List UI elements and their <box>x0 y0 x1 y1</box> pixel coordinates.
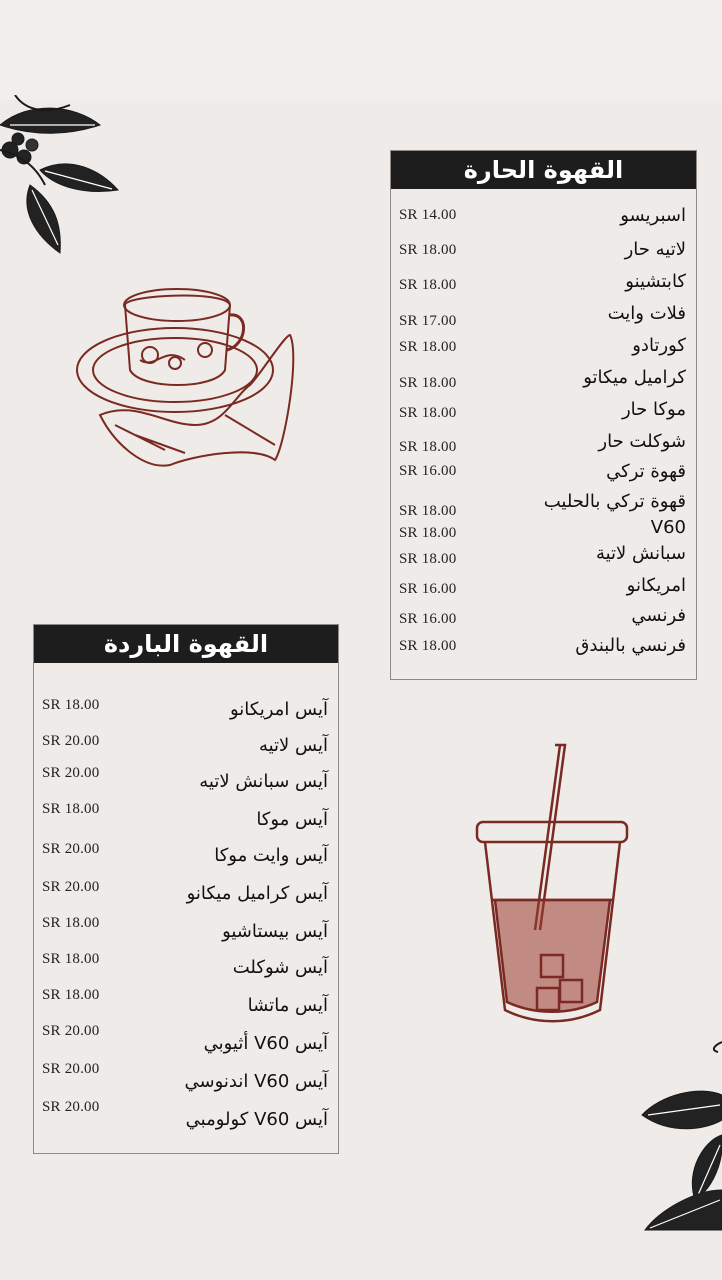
menu-item <box>34 951 338 987</box>
menu-item-price: SR 17.00 <box>399 313 457 329</box>
menu-item-price: SR 18.00 <box>399 242 457 258</box>
menu-item <box>391 239 696 269</box>
menu-item <box>391 303 696 333</box>
menu-item-name: كابتشينو <box>625 271 686 292</box>
menu-item-price: SR 20.00 <box>42 765 100 781</box>
menu-item <box>391 271 696 301</box>
menu-item-name: آيس وايت موكا <box>214 845 328 866</box>
hot-coffee-title: القهوة الحارة <box>391 151 696 189</box>
menu-item-name: كورتادو <box>632 335 686 356</box>
menu-item-price: SR 20.00 <box>42 1023 100 1039</box>
coffee-leaves-bottom-right-icon <box>640 1040 722 1235</box>
menu-item <box>391 335 696 365</box>
menu-item-name: شوكلت حار <box>598 431 686 452</box>
cold-coffee-title: القهوة الباردة <box>34 625 338 663</box>
menu-item-price: SR 18.00 <box>399 503 457 519</box>
menu-item-name: آيس V60 اندنوسي <box>184 1071 328 1092</box>
menu-item <box>34 841 338 875</box>
cold-coffee-menu <box>33 624 339 1154</box>
menu-item-name: آيس بيستاشيو <box>222 921 328 942</box>
menu-item-price: SR 18.00 <box>399 638 457 654</box>
menu-item-price: SR 20.00 <box>42 1099 100 1115</box>
menu-item-name: آيس شوكلت <box>232 957 328 978</box>
menu-item <box>34 987 338 1025</box>
menu-item-price: SR 18.00 <box>399 525 457 541</box>
coffee-leaves-top-left-icon <box>0 95 125 255</box>
menu-item <box>391 431 696 461</box>
menu-item-name: لاتيه حار <box>624 239 686 260</box>
menu-item <box>391 205 696 235</box>
menu-item-price: SR 20.00 <box>42 841 100 857</box>
menu-item-name: آيس سبانش لاتيه <box>199 771 328 792</box>
menu-item <box>391 461 696 491</box>
menu-item-price: SR 18.00 <box>42 697 100 713</box>
menu-item-name: قهوة تركي بالحليب <box>543 491 686 512</box>
menu-item-price: SR 18.00 <box>399 405 457 421</box>
menu-item <box>34 801 338 839</box>
menu-item <box>34 735 338 765</box>
menu-item <box>34 1099 338 1139</box>
menu-item-name: آيس V60 أثيوبي <box>203 1033 328 1054</box>
menu-item-price: SR 18.00 <box>399 439 457 455</box>
menu-item-price: SR 20.00 <box>42 733 100 749</box>
menu-item-price: SR 16.00 <box>399 611 457 627</box>
menu-item-name: آيس لاتيه <box>258 735 328 756</box>
menu-item-price: SR 18.00 <box>42 915 100 931</box>
menu-item-name: فلات وايت <box>607 303 686 324</box>
menu-item-name: آيس ماتشا <box>247 995 328 1016</box>
menu-item-name: اسبريسو <box>620 205 686 226</box>
menu-item <box>34 765 338 801</box>
menu-item-price: SR 16.00 <box>399 581 457 597</box>
menu-item-price: SR 18.00 <box>399 339 457 355</box>
menu-item <box>34 915 338 951</box>
menu-item <box>391 575 696 605</box>
menu-item-name: آيس V60 كولومبي <box>185 1109 328 1130</box>
menu-item-price: SR 18.00 <box>399 277 457 293</box>
menu-item-name: فرنسي بالبندق <box>575 635 686 656</box>
menu-item <box>34 699 338 729</box>
menu-item-price: SR 16.00 <box>399 463 457 479</box>
menu-item-name: فرنسي <box>631 605 686 626</box>
top-strip <box>0 0 722 100</box>
menu-item <box>34 1061 338 1101</box>
menu-item-name: موكا حار <box>621 399 686 420</box>
menu-item <box>391 399 696 429</box>
menu-item <box>391 605 696 635</box>
menu-item-name: كراميل ميكاتو <box>583 367 686 388</box>
menu-item-name: آيس موكا <box>256 809 328 830</box>
menu-item-name: سبانش لاتية <box>595 543 686 564</box>
menu-item-name: قهوة تركي <box>606 461 686 482</box>
hot-coffee-menu <box>390 150 697 680</box>
menu-item <box>34 1023 338 1063</box>
menu-item <box>391 543 696 573</box>
menu-item-price: SR 14.00 <box>399 207 457 223</box>
menu-item <box>391 635 696 665</box>
menu-item <box>391 367 696 397</box>
menu-item-price: SR 18.00 <box>42 951 100 967</box>
menu-item <box>34 879 338 913</box>
menu-item-price: SR 18.00 <box>42 987 100 1003</box>
menu-item-name: V60 <box>650 517 686 538</box>
menu-item-name: آيس امريكانو <box>230 699 328 720</box>
menu-item-name: آيس كراميل ميكانو <box>186 883 328 904</box>
menu-item-price: SR 18.00 <box>42 801 100 817</box>
coffee-cup-saucer-icon <box>75 275 300 500</box>
menu-item-price: SR 20.00 <box>42 1061 100 1077</box>
menu-item-name: امريكانو <box>626 575 686 596</box>
menu-item-price: SR 18.00 <box>399 375 457 391</box>
menu-item-price: SR 18.00 <box>399 551 457 567</box>
iced-coffee-cup-icon <box>475 740 630 1030</box>
menu-item-price: SR 20.00 <box>42 879 100 895</box>
